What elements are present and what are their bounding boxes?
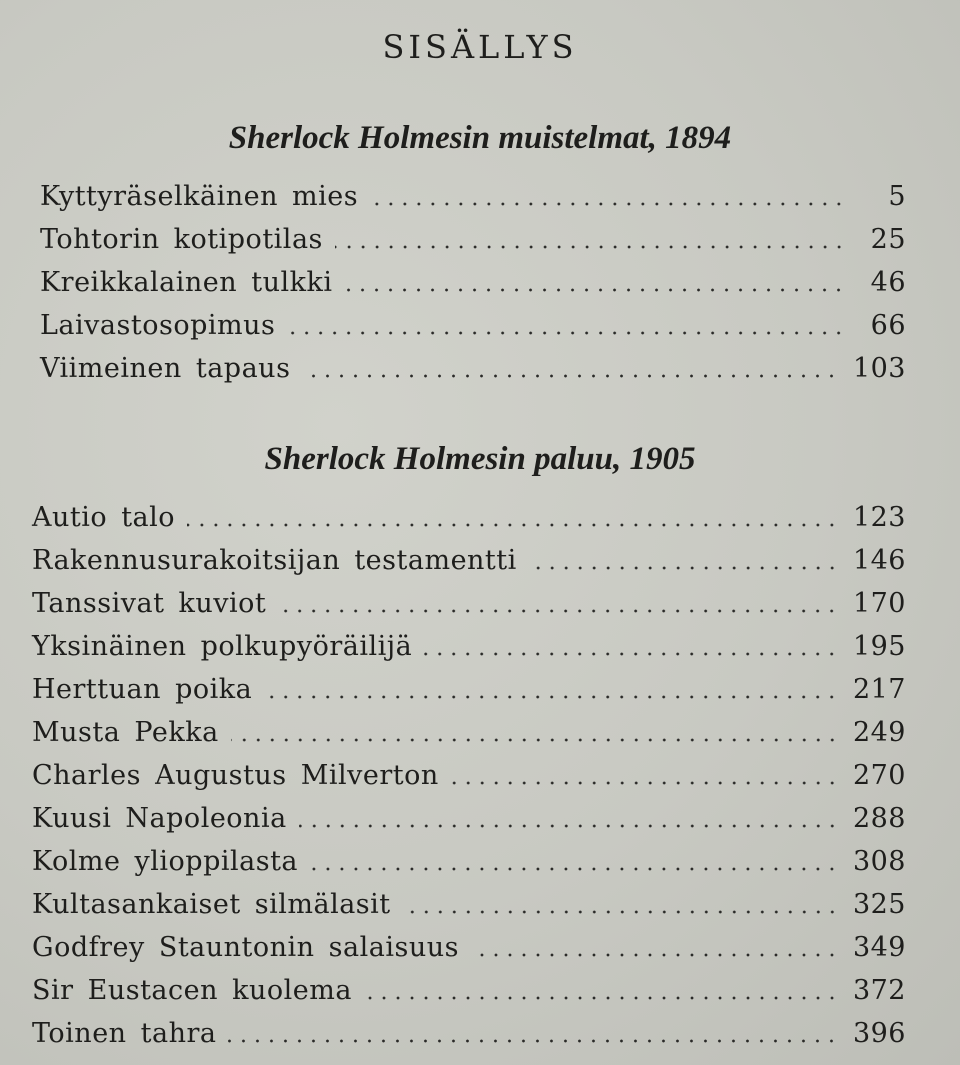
toc-entry [32, 1012, 906, 1055]
toc-entry [32, 797, 906, 840]
toc-entry [32, 840, 906, 883]
entry-title: Kuusi Napoleonia [32, 803, 287, 834]
entry-title: Viimeinen tapaus [40, 353, 291, 384]
entry-page-number: 170 [852, 588, 906, 619]
entry-page-number: 66 [870, 310, 906, 341]
entry-page-number: 249 [852, 717, 906, 748]
return-entry-list [32, 496, 906, 1055]
entry-title: Autio talo [32, 502, 176, 533]
toc-entry [32, 883, 906, 926]
toc-entry [40, 218, 906, 261]
entry-page-number: 103 [852, 353, 906, 384]
entry-title: Kolme ylioppilasta [32, 846, 299, 877]
toc-entry [32, 668, 906, 711]
entry-title: Laivastosopimus [40, 310, 276, 341]
memoirs-entry-list [40, 175, 906, 390]
entry-title: Charles Augustus Milverton [32, 760, 439, 791]
dot-leader [364, 996, 839, 1000]
toc-entry [32, 969, 906, 1012]
entry-page-number: 372 [852, 975, 906, 1006]
dot-leader [471, 953, 839, 957]
dot-leader [529, 566, 839, 570]
entry-page-number: 396 [852, 1018, 906, 1049]
toc-entry [40, 175, 906, 218]
entry-title: Sir Eustacen kuolema [32, 975, 352, 1006]
toc-entry [32, 926, 906, 969]
dot-leader [287, 331, 846, 335]
dot-leader [231, 738, 839, 742]
dot-leader [424, 652, 839, 656]
entry-title: Kyttyräselkäinen mies [40, 181, 359, 212]
toc-entry [32, 754, 906, 797]
entry-title: Kreikkalainen tulkki [40, 267, 333, 298]
dot-leader [187, 523, 839, 527]
dot-leader [451, 781, 839, 785]
dot-leader [344, 288, 846, 292]
entry-page-number: 25 [870, 224, 906, 255]
section-heading-memoirs: Sherlock Holmesin muistelmat, 1894 [228, 120, 732, 156]
entry-page-number: 288 [852, 803, 906, 834]
entry-page-number: 270 [852, 760, 906, 791]
dot-leader [264, 695, 839, 699]
dot-leader [335, 245, 846, 249]
entry-title: Godfrey Stauntonin salaisuus [32, 932, 459, 963]
entry-page-number: 195 [852, 631, 906, 662]
toc-entry [40, 304, 906, 347]
entry-page-number: 5 [888, 181, 906, 212]
toc-entry [40, 261, 906, 304]
entry-title: Herttuan poika [32, 674, 253, 705]
dot-leader [310, 867, 839, 871]
dot-leader [228, 1039, 838, 1043]
toc-entry [32, 711, 906, 754]
dot-leader [302, 374, 839, 378]
toc-entry [32, 625, 906, 668]
section-heading-return: Sherlock Holmesin paluu, 1905 [264, 441, 696, 477]
entry-title: Tohtorin kotipotilas [40, 224, 323, 255]
entry-title: Yksinäinen polkupyöräilijä [32, 631, 413, 662]
entry-title: Toinen tahra [32, 1018, 217, 1049]
entry-page-number: 123 [852, 502, 906, 533]
entry-page-number: 308 [852, 846, 906, 877]
dot-leader [370, 202, 846, 206]
toc-entry [32, 539, 906, 582]
dot-leader [299, 824, 839, 828]
dot-leader [403, 910, 839, 914]
toc-entry [32, 496, 906, 539]
entry-page-number: 146 [852, 545, 906, 576]
dot-leader [278, 609, 839, 613]
entry-title: Tanssivat kuviot [32, 588, 267, 619]
entry-title: Musta Pekka [32, 717, 219, 748]
entry-title: Kultasankaiset silmälasit [32, 889, 391, 920]
entry-page-number: 217 [852, 674, 906, 705]
entry-title: Rakennusurakoitsijan testamentti [32, 545, 517, 576]
entry-page-number: 46 [870, 267, 906, 298]
page-title: SISÄLLYS [382, 28, 578, 66]
entry-page-number: 349 [852, 932, 906, 963]
toc-entry [32, 582, 906, 625]
entry-page-number: 325 [852, 889, 906, 920]
toc-entry [40, 347, 906, 390]
